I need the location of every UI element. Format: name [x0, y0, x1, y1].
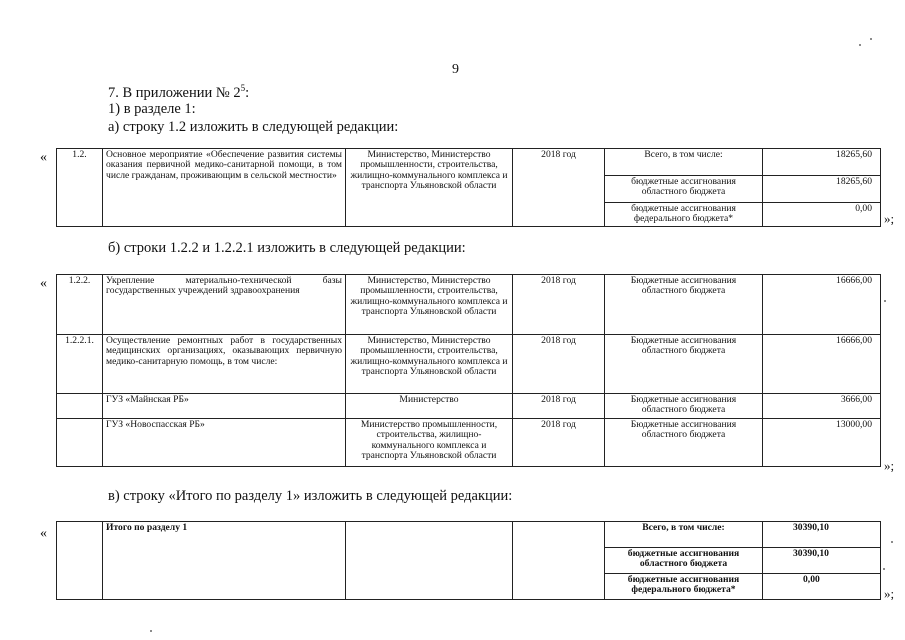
table2-source-0: Бюджетные ассигнования областного бюджета — [605, 275, 763, 335]
table2-name-1: Осуществление ремонтных работ в государственных медицинских организациях, оказывающих первичную медико-санитарную помощь, в том числе: — [103, 335, 346, 394]
scan-speck — [883, 568, 885, 570]
scan-speck — [870, 38, 872, 40]
table2-name-0: Укрепление материально-технической базы государственных учреждений здравоохранения — [103, 275, 346, 335]
table2-name-2: ГУЗ «Майнская РБ» — [103, 394, 346, 419]
section-b-text: б) строки 1.2.2 и 1.2.2.1 изложить в следующей редакции: — [108, 240, 466, 256]
table2-amount-1: 16666,00 — [763, 335, 881, 394]
page-number: 9 — [452, 62, 459, 77]
table2-amount-0: 16666,00 — [763, 275, 881, 335]
table3-source-2: бюджетные ассигнования федерального бюджета* — [605, 574, 763, 600]
quote-close-2: »; — [884, 458, 895, 473]
table3-amount-2: 0,00 — [763, 574, 881, 600]
heading-line-3: а) строку 1.2 изложить в следующей редакции: — [108, 119, 399, 135]
table3-source-0: Всего, в том числе: — [605, 522, 763, 548]
table3-source-1: бюджетные ассигнования областного бюджета — [605, 548, 763, 574]
table3-amount-1: 30390,10 — [763, 548, 881, 574]
quote-close-1: »; — [884, 211, 895, 226]
table2-year-0: 2018 год — [513, 275, 605, 335]
table2-num-1: 1.2.2.1. — [57, 335, 103, 394]
table2-amount-3: 13000,00 — [763, 419, 881, 467]
table2-source-1: Бюджетные ассигнования областного бюджета — [605, 335, 763, 394]
table1-source-1: бюджетные ассигнования областного бюджета — [605, 176, 763, 203]
table2-year-1: 2018 год — [513, 335, 605, 394]
table1-amount-0: 18265,60 — [763, 149, 881, 176]
table2-num-2 — [57, 394, 103, 419]
table2-num-0: 1.2.2. — [57, 275, 103, 335]
heading-line-1-colon: : — [245, 84, 250, 101]
table2-amount-2: 3666,00 — [763, 394, 881, 419]
table1-executor: Министерство, Министерство промышленности, строительства, жилищно-коммунального комплекса и транспорта Ульяновской области — [346, 149, 513, 227]
table2-year-3: 2018 год — [513, 419, 605, 467]
scan-speck — [150, 630, 152, 632]
table-rows-1-2-2 — [56, 274, 881, 467]
table1-source-0: Всего, в том числе: — [605, 149, 763, 176]
table2-executor-3: Министерство промышленности, строительства, жилищно-коммунального комплекса и транспорта Ульяновской области — [346, 419, 513, 467]
table-row — [57, 419, 881, 467]
table-row — [57, 335, 881, 394]
quote-open-1: « — [40, 150, 47, 165]
table2-name-3: ГУЗ «Новоспасская РБ» — [103, 419, 346, 467]
table2-num-3 — [57, 419, 103, 467]
table3-executor-empty — [346, 522, 513, 600]
table2-executor-2: Министерство — [346, 394, 513, 419]
table3-year-empty — [513, 522, 605, 600]
table3-name: Итого по разделу 1 — [103, 522, 346, 600]
table-row — [57, 275, 881, 335]
quote-open-2: « — [40, 276, 47, 291]
table3-amount-0: 30390,10 — [763, 522, 881, 548]
quote-open-3: « — [40, 526, 47, 541]
section-c-text: в) строку «Итого по разделу 1» изложить в следующей редакции: — [108, 488, 513, 504]
table2-executor-1: Министерство, Министерство промышленности, строительства, жилищно-коммунального комплекса и транспорта Ульяновской области — [346, 335, 513, 394]
heading-line-2: 1) в разделе 1: — [108, 101, 196, 117]
table1-name: Основное мероприятие «Обеспечение развития системы оказания первичной медико-санитарной помощи, в том числе гражданам, проживающим в сельской местности» — [103, 149, 346, 227]
scan-speck — [884, 300, 886, 302]
table2-executor-0: Министерство, Министерство промышленности, строительства, жилищно-коммунального комплекса и транспорта Ульяновской области — [346, 275, 513, 335]
table1-amount-2: 0,00 — [763, 203, 881, 227]
table1-amount-1: 18265,60 — [763, 176, 881, 203]
table1-source-2: бюджетные ассигнования федерального бюджета* — [605, 203, 763, 227]
heading-line-1 — [108, 83, 249, 102]
scan-speck — [891, 541, 893, 543]
table1-year: 2018 год — [513, 149, 605, 227]
table-row — [57, 394, 881, 419]
table2-source-3: Бюджетные ассигнования областного бюджета — [605, 419, 763, 467]
heading-superscript: 5 — [240, 83, 246, 93]
table3-num-empty — [57, 522, 103, 600]
table2-source-2: Бюджетные ассигнования областного бюджета — [605, 394, 763, 419]
table2-year-2: 2018 год — [513, 394, 605, 419]
table1-num: 1.2. — [57, 149, 103, 227]
table-row-1-2 — [56, 148, 881, 227]
heading-line-1-text: 7. В приложении № 2 — [108, 84, 241, 101]
scan-speck — [859, 44, 861, 46]
table-total-section-1 — [56, 521, 881, 600]
quote-close-3: »; — [884, 586, 895, 601]
